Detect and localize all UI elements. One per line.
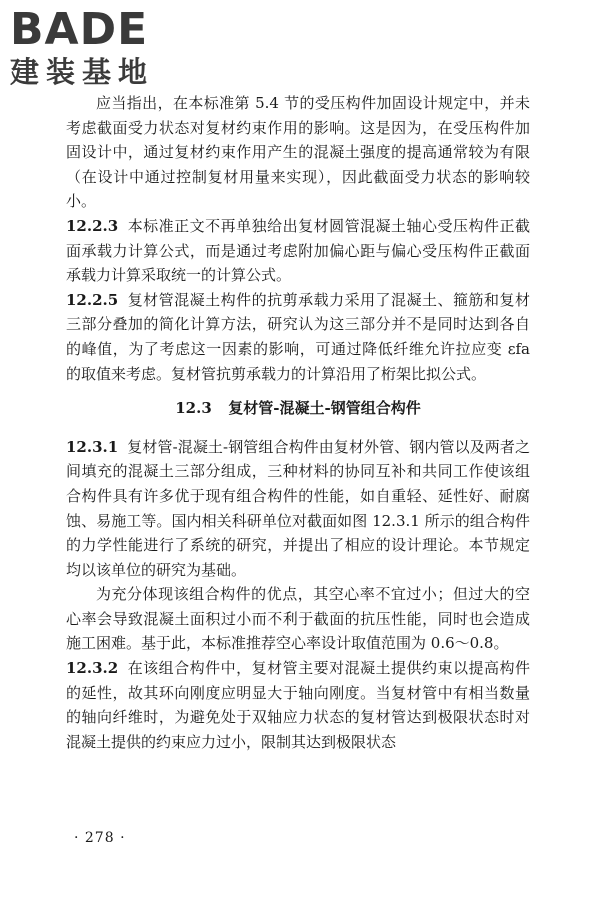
section-heading [66,396,530,421]
bade-logo [10,6,180,88]
clause-number: 12.3.2 [66,659,119,678]
paragraph-hollow-ratio: 为充分体现该组合构件的优点，其空心率不宜过小；但过大的空心率会导致混凝土面积过小而不利于截面的抗压性能，同时也会造成施工困难。基于此，本标准推荐空心率设计取值范围为 0.6～0.8。 [66,585,530,653]
clause-12-2-3 [66,214,530,288]
clause-12-3-2 [66,656,530,754]
logo-wordmark: BADE [10,4,149,55]
clause-text: 本标准正文不再单独给出复材圆管混凝土轴心受压构件正截面承载力计算公式，而是通过考虑附加偏心距与偏心受压构件正截面承载力计算采取统一的计算公式。 [66,216,530,285]
section-title: 复材管-混凝土-钢管组合构件 [228,399,421,418]
clause-number: 12.2.5 [66,290,119,309]
section-number: 12.3 [175,399,212,418]
clause-number: 12.2.3 [66,216,119,235]
page-number: · 278 · [74,830,126,846]
clause-12-2-5 [66,288,530,386]
clause-text: 在该组合构件中，复材管主要对混凝土提供约束以提高构件的延性，故其环向刚度应明显大于轴向刚度。当复材管中有相当数量的轴向纤维时，为避免处于双轴应力状态的复材管达到极限状态时对混凝土提供的约束应力过小，限制其达到极限状态 [66,659,530,751]
clause-12-3-1 [66,435,530,583]
page-body [66,91,530,754]
paragraph-intro: 应当指出，在本标准第 5.4 节的受压构件加固设计规定中，并未考虑截面受力状态对复材约束作用的影响。这是因为，在受压构件加固设计中，通过复材约束作用产生的混凝土强度的提高通常较为有限（在设计中通过控制复材用量来实现），因此截面受力状态的影响较小。 [66,94,530,211]
clause-text: 复材管-混凝土-钢管组合构件由复材外管、钢内管以及两者之间填充的混凝土三部分组成，三种材料的协同互补和共同工作使该组合构件具有许多优于现有组合构件的性能，如自重轻、延性好、耐腐蚀、易施工等。国内相关科研单位对截面如图 12.3.1 所示的组合构件的力学性能进行了系统的研究，并提出了相应的设计理论。本节规定均以该单位的研究为基础。 [66,437,530,579]
clause-text: 复材管混凝土构件的抗剪承载力采用了混凝土、箍筋和复材三部分叠加的简化计算方法，研究认为这三部分并不是同时达到各自的峰值，为了考虑这一因素的影响，可通过降低纤维允许拉应变 εfa 的取值来考虑。复材管抗剪承载力的计算沿用了桁架比拟公式。 [66,290,530,383]
clause-number: 12.3.1 [66,437,119,456]
logo-subtitle: 建装基地 [10,55,155,89]
